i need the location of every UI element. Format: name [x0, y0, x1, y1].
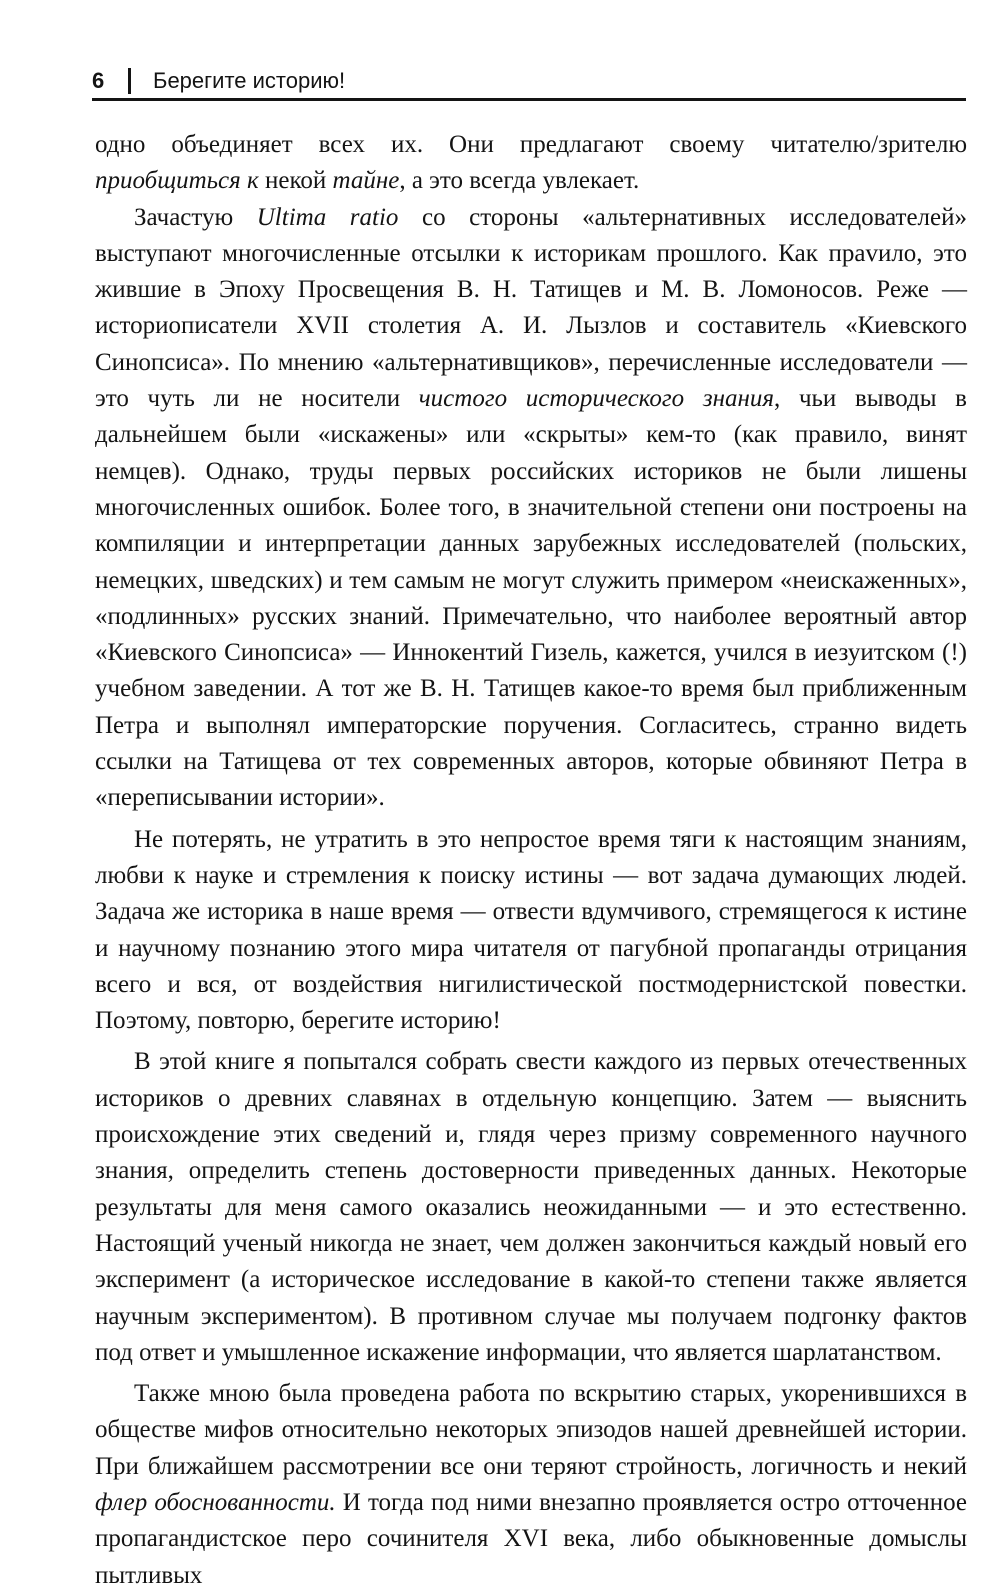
header-separator	[128, 68, 131, 94]
italic-text: флер обоснованности.	[95, 1488, 336, 1516]
text-run: Также мною была проведена работа по вскрытию старых, укоренившихся в обществе мифов относительно некоторых эпизодов нашей древнейшей истории. При ближайшем рассмотрении все они теряют стройность, логичность и некий	[95, 1380, 967, 1480]
text-run: , чьи выводы в дальнейшем были «искажены» или «скрыты» кем-то (как правило, винят немцев). Однако, труды первых российских историков не были лишены многочисленных ошибок. Более того, в значительной степени они построены на компиляции и интерпретации данных зарубежных исследователей (польских, немецких, шведских) и тем самым не могут служить примером «неискаженных», «подлинных» русских знаний. Примечательно, что наиболее вероятный автор «Киевского Синопсиса» — Иннокентий Гизель, кажется, учился в иезуитском (!) учебном заведении. А тот же В. Н. Татищев какое-то время был приближенным Петра и выполнял императорские поручения. Согласитесь, странно видеть ссылки на Татищева от тех современных авторов, которые обвиняют Петра в «переписывании истории».	[95, 385, 967, 812]
text-run: одно объединяет всех их. Они предлагают своему читателю/зрителю	[95, 131, 967, 158]
paragraph	[95, 127, 967, 200]
paragraph	[95, 822, 967, 1040]
text-run: В этой книге я попытался собрать свести каждого из первых отечественных историков о древних славянах в отдельную концепцию. Затем — выяснить происхождение этих сведений и, глядя через призму современного научного знания, определить степень достоверности приведенных данных. Некоторые результаты для меня самого оказались неожиданными — и это естественно. Настоящий ученый никогда не знает, чем должен закончиться каждый новый его эксперимент (а историческое исследование в какой-то степени также является научным экспериментом). В противном случае мы получаем подгонку фактов под ответ и умышленное искажение информации, что является шарлатанством.	[95, 1048, 967, 1366]
text-run: Не потерять, не утратить в это непростое время тяги к настоящим знаниям, любви к науке и стремления к поиску истины — вот задача думающих людей. Задача же историка в наше время — отвести вдумчивого, стремящегося к истине и научному познанию этого мира читателя от пагубной пропаганды отрицания всего и вся, от воздействия нигилистической постмодернистской повестки. Поэтому, повторю, берегите историю!	[95, 825, 967, 1035]
running-title: Берегите историю!	[153, 68, 346, 93]
italic-text: приобщиться к	[95, 167, 259, 195]
text-run: Зачастую	[134, 203, 257, 231]
page-number: 6	[92, 68, 105, 93]
paragraph	[95, 200, 967, 817]
text-run: некой	[258, 167, 333, 195]
text-run: , а это всегда увлекает.	[399, 167, 640, 195]
text-run: со стороны «альтернативных исследователей» выступают многочисленные отсылки к историкам прошлого. Как праvило, это жившие в Эпоху Просвещения В. Н. Татищев и М. В. Ломоносов. Реже — историописатели XVII столетия А. И. Лызлов и составитель «Киевского Синопсиса». По мнению «альтернативщиков», перечисленные исследователи — это чуть ли не носители	[95, 203, 967, 413]
running-head	[92, 62, 966, 100]
header-rule	[92, 98, 966, 101]
text-run: И тогда под ними внезапно проявляется остро отточенное пропагандистское перо сочинителя XVI века, либо обыкновенные домыслы пытливых	[95, 1488, 968, 1589]
body-text	[95, 127, 967, 1594]
paragraph	[95, 1376, 967, 1594]
italic-text: Ultima ratio	[256, 203, 399, 231]
paragraph	[95, 1044, 967, 1371]
italic-text: чистого исторического знания	[418, 385, 775, 413]
italic-text: тайне	[332, 167, 400, 195]
